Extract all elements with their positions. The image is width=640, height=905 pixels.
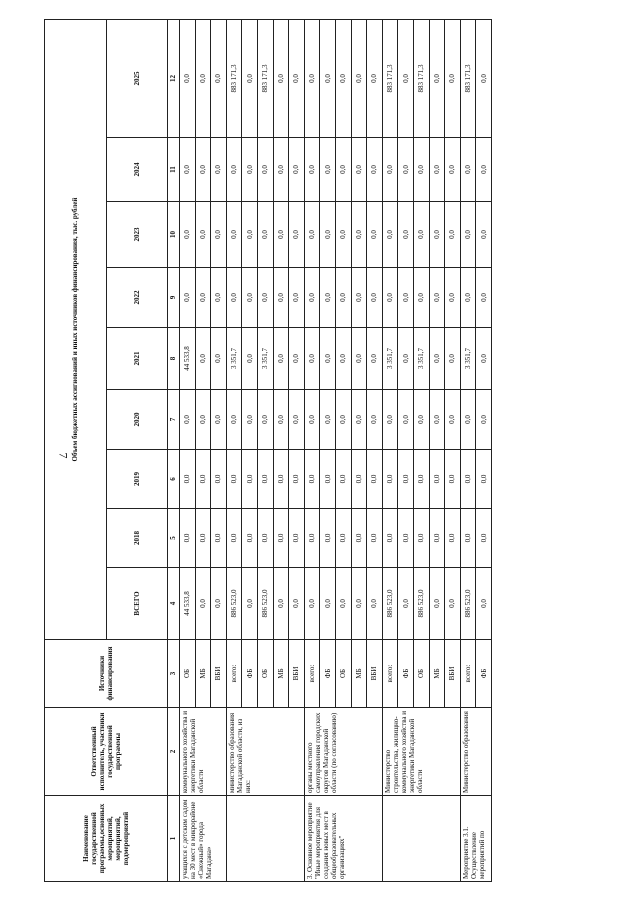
value-cell: 3 351,7 bbox=[460, 328, 476, 390]
value-cell: 0,0 bbox=[289, 19, 305, 137]
column-number: 8 bbox=[168, 328, 180, 390]
value-cell: 0,0 bbox=[304, 328, 320, 390]
value-cell: 0,0 bbox=[211, 450, 227, 509]
value-cell: 883 171,3 bbox=[257, 19, 273, 137]
value-cell: 0,0 bbox=[335, 202, 351, 268]
header-executor: Ответственный исполнитель, участники государственной программы bbox=[45, 708, 168, 796]
table-row bbox=[226, 19, 242, 881]
header-name: Наименование государственной программы,основных мероприятий, мероприятий, подмероприятий bbox=[45, 796, 168, 882]
value-cell: 0,0 bbox=[195, 328, 211, 390]
value-cell: 0,0 bbox=[242, 19, 258, 137]
value-cell: 0,0 bbox=[242, 450, 258, 509]
value-cell: 0,0 bbox=[460, 509, 476, 568]
source-cell: МБ bbox=[273, 640, 289, 708]
year-header: 2024 bbox=[106, 138, 168, 202]
value-cell: 0,0 bbox=[211, 19, 227, 137]
value-cell: 0,0 bbox=[476, 568, 492, 640]
value-cell: 0,0 bbox=[304, 509, 320, 568]
value-cell: 0,0 bbox=[211, 390, 227, 450]
source-cell: ФБ bbox=[398, 640, 414, 708]
value-cell: 0,0 bbox=[445, 202, 461, 268]
value-cell: 0,0 bbox=[289, 328, 305, 390]
value-cell: 0,0 bbox=[320, 328, 336, 390]
value-cell: 0,0 bbox=[382, 138, 398, 202]
source-cell: всего: bbox=[460, 640, 476, 708]
value-cell: 0,0 bbox=[304, 138, 320, 202]
value-cell: 0,0 bbox=[257, 202, 273, 268]
value-cell: 0,0 bbox=[273, 328, 289, 390]
value-cell: 0,0 bbox=[242, 328, 258, 390]
column-number: 7 bbox=[168, 390, 180, 450]
value-cell: 0,0 bbox=[460, 450, 476, 509]
column-number: 4 bbox=[168, 568, 180, 640]
value-cell: 0,0 bbox=[413, 202, 429, 268]
value-cell: 0,0 bbox=[398, 390, 414, 450]
value-cell: 0,0 bbox=[398, 568, 414, 640]
value-cell: 0,0 bbox=[273, 450, 289, 509]
source-cell: ФБ bbox=[320, 640, 336, 708]
value-cell: 0,0 bbox=[195, 568, 211, 640]
column-number: 5 bbox=[168, 509, 180, 568]
value-cell: 883 171,3 bbox=[226, 19, 242, 137]
value-cell: 0,0 bbox=[335, 19, 351, 137]
value-cell: 0,0 bbox=[382, 509, 398, 568]
value-cell: 0,0 bbox=[180, 19, 196, 137]
header-volume: Объем бюджетных ассигнований и иных источников финансирования, тыс. рублей bbox=[45, 19, 107, 639]
value-cell: 0,0 bbox=[242, 138, 258, 202]
value-cell: 0,0 bbox=[180, 138, 196, 202]
value-cell: 0,0 bbox=[413, 450, 429, 509]
value-cell: 0,0 bbox=[429, 328, 445, 390]
value-cell: 0,0 bbox=[257, 390, 273, 450]
value-cell: 0,0 bbox=[289, 450, 305, 509]
value-cell: 0,0 bbox=[351, 450, 367, 509]
value-cell: 0,0 bbox=[320, 19, 336, 137]
executor-cell: коммунального хозяйства и энергетики Магаданской области bbox=[180, 708, 227, 796]
value-cell: 0,0 bbox=[320, 390, 336, 450]
value-cell: 886 523,0 bbox=[226, 568, 242, 640]
column-number: 6 bbox=[168, 450, 180, 509]
value-cell: 0,0 bbox=[195, 450, 211, 509]
program-name-cell: 3. Основное мероприятие "Иные мероприятия для создания новых мест в общеобразовательных организациях" bbox=[304, 796, 382, 882]
value-cell: 0,0 bbox=[460, 202, 476, 268]
value-cell: 0,0 bbox=[445, 138, 461, 202]
value-cell: 0,0 bbox=[257, 450, 273, 509]
year-header: 2022 bbox=[106, 268, 168, 328]
value-cell: 0,0 bbox=[335, 450, 351, 509]
year-header: 2021 bbox=[106, 328, 168, 390]
value-cell: 0,0 bbox=[195, 19, 211, 137]
value-cell: 0,0 bbox=[226, 509, 242, 568]
value-cell: 44 533,8 bbox=[180, 568, 196, 640]
value-cell: 0,0 bbox=[226, 450, 242, 509]
value-cell: 0,0 bbox=[351, 202, 367, 268]
value-cell: 0,0 bbox=[445, 509, 461, 568]
value-cell: 883 171,3 bbox=[460, 19, 476, 137]
value-cell: 0,0 bbox=[460, 138, 476, 202]
year-header: 2018 bbox=[106, 509, 168, 568]
value-cell: 0,0 bbox=[413, 390, 429, 450]
value-cell: 0,0 bbox=[257, 268, 273, 328]
value-cell: 0,0 bbox=[289, 568, 305, 640]
value-cell: 0,0 bbox=[273, 390, 289, 450]
value-cell: 0,0 bbox=[242, 268, 258, 328]
value-cell: 0,0 bbox=[242, 390, 258, 450]
value-cell: 0,0 bbox=[367, 568, 383, 640]
page-number: 7 bbox=[56, 452, 71, 459]
value-cell: 0,0 bbox=[195, 138, 211, 202]
value-cell: 0,0 bbox=[398, 202, 414, 268]
value-cell: 0,0 bbox=[445, 268, 461, 328]
value-cell: 0,0 bbox=[429, 390, 445, 450]
value-cell: 0,0 bbox=[429, 568, 445, 640]
value-cell: 0,0 bbox=[367, 390, 383, 450]
program-name-cell: Мероприятие 3.1. Осуществление мероприятий по bbox=[460, 796, 491, 882]
value-cell: 0,0 bbox=[226, 138, 242, 202]
source-cell: ВБИ bbox=[211, 640, 227, 708]
value-cell: 0,0 bbox=[335, 328, 351, 390]
value-cell: 0,0 bbox=[257, 509, 273, 568]
value-cell: 0,0 bbox=[195, 390, 211, 450]
value-cell: 0,0 bbox=[304, 19, 320, 137]
table-row bbox=[382, 19, 398, 881]
value-cell: 0,0 bbox=[367, 202, 383, 268]
value-cell: 0,0 bbox=[476, 138, 492, 202]
value-cell: 0,0 bbox=[445, 450, 461, 509]
column-number: 12 bbox=[168, 19, 180, 137]
value-cell: 883 171,3 bbox=[413, 19, 429, 137]
value-cell: 0,0 bbox=[398, 509, 414, 568]
value-cell: 0,0 bbox=[476, 328, 492, 390]
value-cell: 0,0 bbox=[304, 390, 320, 450]
value-cell: 0,0 bbox=[335, 568, 351, 640]
column-number: 1 bbox=[168, 796, 180, 882]
value-cell: 0,0 bbox=[211, 328, 227, 390]
budget-table-rotated bbox=[44, 20, 590, 882]
column-number: 11 bbox=[168, 138, 180, 202]
program-name-cell: учащихся с детским садом на 30 мест в микрорайоне «Снежный» города Магадана» bbox=[180, 796, 227, 882]
value-cell: 883 171,3 bbox=[382, 19, 398, 137]
source-cell: ВБИ bbox=[367, 640, 383, 708]
value-cell: 0,0 bbox=[367, 268, 383, 328]
value-cell: 0,0 bbox=[351, 568, 367, 640]
value-cell: 0,0 bbox=[335, 390, 351, 450]
value-cell: 3 351,7 bbox=[382, 328, 398, 390]
value-cell: 0,0 bbox=[476, 390, 492, 450]
budget-table bbox=[44, 19, 492, 882]
table-body bbox=[180, 19, 492, 881]
value-cell: 0,0 bbox=[413, 268, 429, 328]
value-cell: 0,0 bbox=[242, 568, 258, 640]
value-cell: 0,0 bbox=[195, 509, 211, 568]
source-cell: ФБ bbox=[242, 640, 258, 708]
value-cell: 0,0 bbox=[211, 509, 227, 568]
source-cell: ВБИ bbox=[445, 640, 461, 708]
year-header: ВСЕГО bbox=[106, 568, 168, 640]
value-cell: 0,0 bbox=[460, 268, 476, 328]
header-sources: Источники финансирования bbox=[45, 640, 168, 708]
table-row bbox=[180, 19, 196, 881]
source-cell: всего: bbox=[382, 640, 398, 708]
table-row bbox=[304, 19, 320, 881]
value-cell: 0,0 bbox=[335, 138, 351, 202]
value-cell: 0,0 bbox=[195, 268, 211, 328]
value-cell: 0,0 bbox=[180, 268, 196, 328]
value-cell: 0,0 bbox=[429, 202, 445, 268]
value-cell: 0,0 bbox=[304, 202, 320, 268]
value-cell: 0,0 bbox=[398, 19, 414, 137]
value-cell: 0,0 bbox=[180, 390, 196, 450]
value-cell: 0,0 bbox=[226, 202, 242, 268]
value-cell: 0,0 bbox=[398, 328, 414, 390]
value-cell: 0,0 bbox=[180, 202, 196, 268]
value-cell: 0,0 bbox=[445, 390, 461, 450]
value-cell: 0,0 bbox=[413, 138, 429, 202]
value-cell: 0,0 bbox=[382, 390, 398, 450]
value-cell: 0,0 bbox=[273, 509, 289, 568]
value-cell: 0,0 bbox=[367, 138, 383, 202]
value-cell: 0,0 bbox=[273, 19, 289, 137]
value-cell: 0,0 bbox=[476, 509, 492, 568]
source-cell: ОБ bbox=[180, 640, 196, 708]
value-cell: 0,0 bbox=[195, 202, 211, 268]
source-cell: ОБ bbox=[257, 640, 273, 708]
value-cell: 0,0 bbox=[445, 568, 461, 640]
executor-cell: министерство образования Магаданской области, из них: bbox=[226, 708, 304, 796]
value-cell: 0,0 bbox=[445, 328, 461, 390]
value-cell: 0,0 bbox=[351, 509, 367, 568]
value-cell: 0,0 bbox=[335, 268, 351, 328]
value-cell: 0,0 bbox=[413, 509, 429, 568]
value-cell: 0,0 bbox=[226, 390, 242, 450]
value-cell: 0,0 bbox=[320, 509, 336, 568]
value-cell: 0,0 bbox=[289, 509, 305, 568]
source-cell: ОБ bbox=[335, 640, 351, 708]
column-number: 9 bbox=[168, 268, 180, 328]
source-cell: ВБИ bbox=[289, 640, 305, 708]
value-cell: 0,0 bbox=[180, 450, 196, 509]
year-header: 2020 bbox=[106, 390, 168, 450]
value-cell: 0,0 bbox=[320, 568, 336, 640]
value-cell: 0,0 bbox=[242, 509, 258, 568]
value-cell: 3 351,7 bbox=[257, 328, 273, 390]
value-cell: 0,0 bbox=[226, 268, 242, 328]
value-cell: 0,0 bbox=[429, 138, 445, 202]
value-cell: 0,0 bbox=[211, 138, 227, 202]
column-number: 3 bbox=[168, 640, 180, 708]
value-cell: 0,0 bbox=[211, 202, 227, 268]
table-row bbox=[460, 19, 476, 881]
year-header: 2023 bbox=[106, 202, 168, 268]
value-cell: 0,0 bbox=[460, 390, 476, 450]
column-number: 2 bbox=[168, 708, 180, 796]
value-cell: 0,0 bbox=[382, 268, 398, 328]
value-cell: 0,0 bbox=[304, 268, 320, 328]
source-cell: МБ bbox=[195, 640, 211, 708]
value-cell: 886 523,0 bbox=[413, 568, 429, 640]
source-cell: всего: bbox=[226, 640, 242, 708]
value-cell: 0,0 bbox=[429, 19, 445, 137]
value-cell: 886 523,0 bbox=[382, 568, 398, 640]
value-cell: 0,0 bbox=[351, 390, 367, 450]
value-cell: 0,0 bbox=[351, 138, 367, 202]
value-cell: 3 351,7 bbox=[413, 328, 429, 390]
value-cell: 0,0 bbox=[367, 328, 383, 390]
value-cell: 0,0 bbox=[242, 202, 258, 268]
source-cell: всего: bbox=[304, 640, 320, 708]
value-cell: 0,0 bbox=[367, 450, 383, 509]
value-cell: 0,0 bbox=[398, 138, 414, 202]
program-name-cell bbox=[382, 796, 460, 882]
value-cell: 0,0 bbox=[320, 268, 336, 328]
value-cell: 0,0 bbox=[476, 450, 492, 509]
value-cell: 0,0 bbox=[351, 268, 367, 328]
value-cell: 0,0 bbox=[367, 19, 383, 137]
value-cell: 0,0 bbox=[476, 19, 492, 137]
source-cell: ОБ bbox=[413, 640, 429, 708]
program-name-cell bbox=[226, 796, 304, 882]
value-cell: 0,0 bbox=[211, 568, 227, 640]
value-cell: 0,0 bbox=[335, 509, 351, 568]
value-cell: 0,0 bbox=[257, 138, 273, 202]
executor-cell: Министерство образования bbox=[460, 708, 491, 796]
executor-cell: органы местного самоуправления городских округов Магаданской области (по согласованию) bbox=[304, 708, 382, 796]
value-cell: 0,0 bbox=[351, 19, 367, 137]
source-cell: МБ bbox=[429, 640, 445, 708]
value-cell: 0,0 bbox=[273, 568, 289, 640]
value-cell: 3 351,7 bbox=[226, 328, 242, 390]
year-header: 2025 bbox=[106, 19, 168, 137]
source-cell: ФБ bbox=[476, 640, 492, 708]
value-cell: 0,0 bbox=[289, 138, 305, 202]
column-number-row bbox=[168, 19, 180, 881]
value-cell: 0,0 bbox=[429, 450, 445, 509]
value-cell: 0,0 bbox=[320, 450, 336, 509]
value-cell: 0,0 bbox=[429, 509, 445, 568]
value-cell: 0,0 bbox=[445, 19, 461, 137]
value-cell: 0,0 bbox=[289, 390, 305, 450]
value-cell: 886 523,0 bbox=[460, 568, 476, 640]
value-cell: 0,0 bbox=[273, 202, 289, 268]
executor-cell: Министерство строительства, жилищно-коммунального хозяйства и энергетики Магаданской области bbox=[382, 708, 460, 796]
value-cell: 0,0 bbox=[382, 450, 398, 509]
value-cell: 0,0 bbox=[289, 202, 305, 268]
value-cell: 886 523,0 bbox=[257, 568, 273, 640]
year-header: 2019 bbox=[106, 450, 168, 509]
value-cell: 0,0 bbox=[382, 202, 398, 268]
value-cell: 0,0 bbox=[476, 202, 492, 268]
value-cell: 0,0 bbox=[273, 268, 289, 328]
source-cell: МБ bbox=[351, 640, 367, 708]
value-cell: 0,0 bbox=[367, 509, 383, 568]
value-cell: 0,0 bbox=[398, 268, 414, 328]
value-cell: 0,0 bbox=[304, 568, 320, 640]
value-cell: 0,0 bbox=[429, 268, 445, 328]
value-cell: 0,0 bbox=[398, 450, 414, 509]
value-cell: 0,0 bbox=[320, 202, 336, 268]
value-cell: 0,0 bbox=[351, 328, 367, 390]
value-cell: 0,0 bbox=[211, 268, 227, 328]
value-cell: 0,0 bbox=[304, 450, 320, 509]
value-cell: 44 533,8 bbox=[180, 328, 196, 390]
value-cell: 0,0 bbox=[273, 138, 289, 202]
value-cell: 0,0 bbox=[180, 509, 196, 568]
value-cell: 0,0 bbox=[289, 268, 305, 328]
value-cell: 0,0 bbox=[476, 268, 492, 328]
column-number: 10 bbox=[168, 202, 180, 268]
value-cell: 0,0 bbox=[320, 138, 336, 202]
